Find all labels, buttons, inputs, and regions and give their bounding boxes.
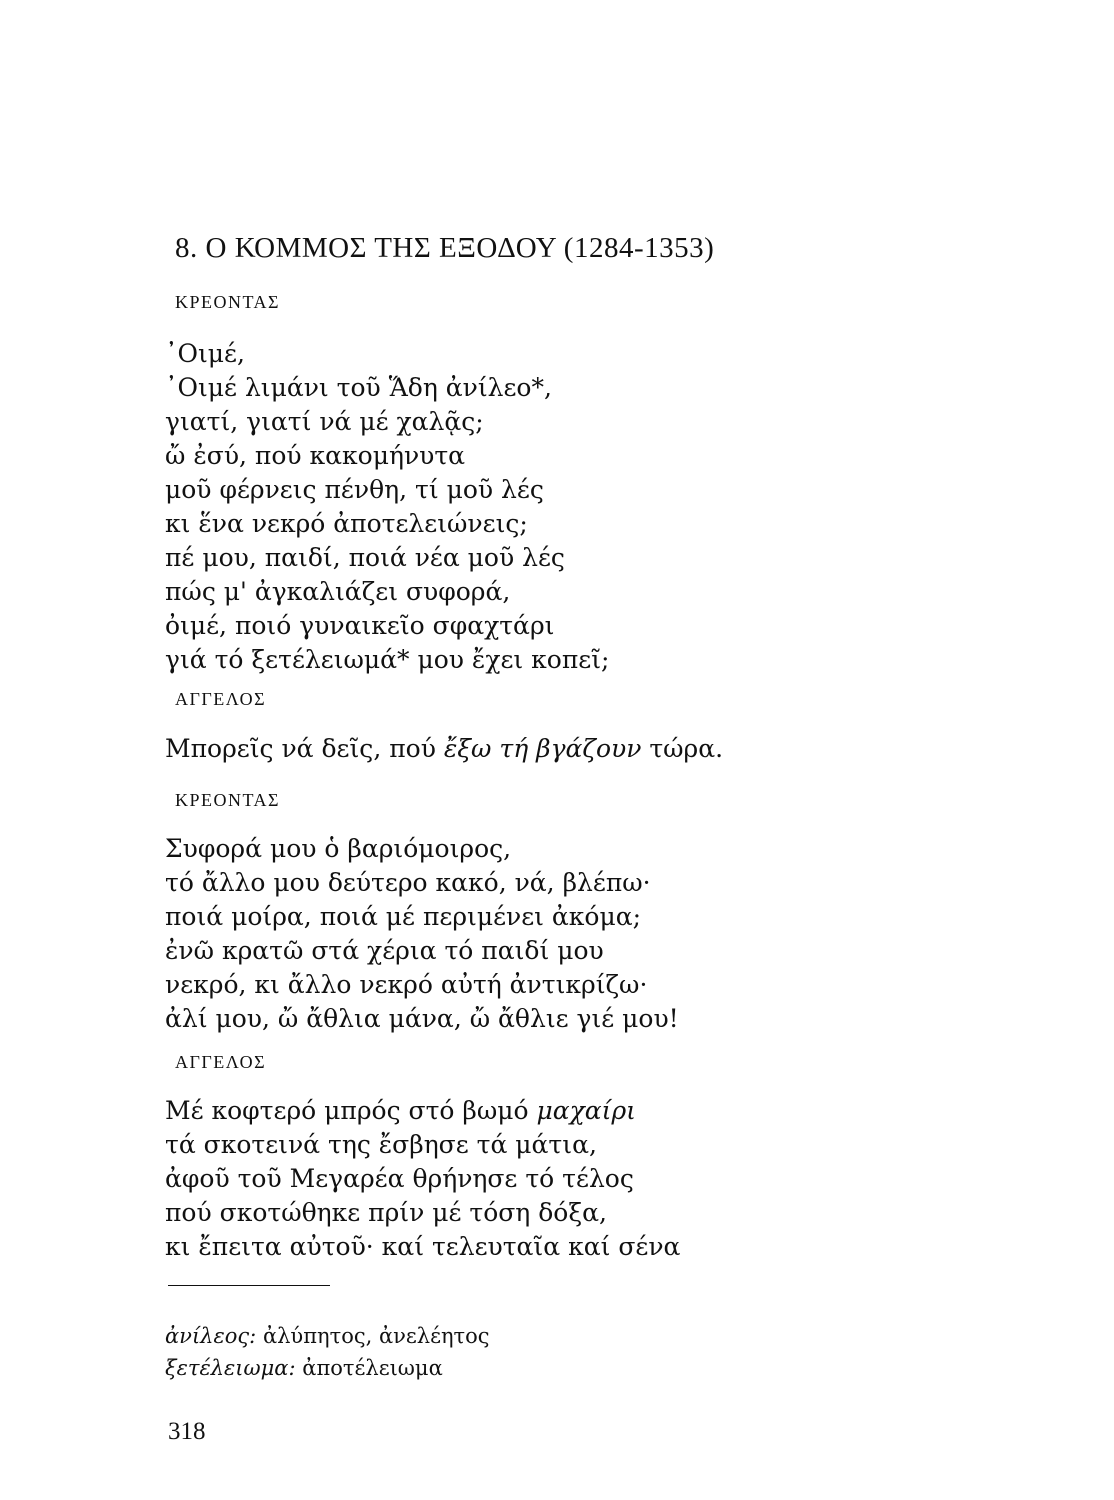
verse-block	[165, 832, 679, 1036]
verse-block	[165, 337, 609, 677]
verse-line: νεκρό, κι ἄλλο νεκρό αὐτή ἀντικρίζω·	[165, 970, 648, 999]
speaker-label: ΚΡΕΟΝΤΑΣ	[175, 292, 281, 312]
footnote-definition: ἀποτέλειωμα	[302, 1356, 443, 1380]
verse-line: ἀλί μου, ὤ ἄθλια μάνα, ὤ ἄθλιε γιέ μου!	[165, 1004, 679, 1033]
verse-line: πού σκοτώθηκε πρίν μέ τόση δόξα,	[165, 1198, 607, 1227]
verse-italic-text: ἔξω τή βγάζουν	[443, 734, 642, 763]
verse-text: Μπορεῖς νά δεῖς, πού	[165, 734, 436, 763]
verse-line: ᾿Οιμέ λιμάνι τοῦ Ἅδη ἀνίλεο*,	[165, 373, 552, 402]
verse-text: τώρα.	[649, 734, 724, 763]
verse-line: ἐνῶ κρατῶ στά χέρια τό παιδί μου	[165, 936, 604, 965]
verse-text: Μέ κοφτερό μπρός στό βωμό	[165, 1096, 529, 1125]
speaker-label: ΑΓΓΕΛΟΣ	[175, 1052, 267, 1072]
verse-line: κι ἔπειτα αὐτοῦ· καί τελευταῖα καί σένα	[165, 1232, 681, 1261]
verse-line: κι ἕνα νεκρό ἀποτελειώνεις;	[165, 509, 528, 538]
section-title: 8. Ο ΚΟΜΜΟΣ ΤΗΣ ΕΞΟΔΟΥ (1284-1353)	[175, 232, 715, 264]
footnote	[165, 1352, 490, 1384]
footnote-divider	[168, 1285, 330, 1286]
verse-line: ὤ ἐσύ, πού κακομήνυτα	[165, 441, 466, 470]
verse-line: ᾿Οιμέ,	[165, 339, 245, 368]
verse-line: τό ἄλλο μου δεύτερο κακό, νά, βλέπω·	[165, 868, 651, 897]
verse-block	[165, 1094, 680, 1264]
verse-line: γιά τό ξετέλειωμά* μου ἔχει κοπεῖ;	[165, 645, 610, 674]
verse-line	[165, 1094, 680, 1128]
speaker-label: ΚΡΕΟΝΤΑΣ	[175, 790, 281, 810]
footnote-term: ξετέλειωμα:	[165, 1356, 296, 1380]
verse-line: ὀιμέ, ποιό γυναικεῖο σφαχτάρι	[165, 611, 555, 640]
footnote	[165, 1320, 490, 1352]
footnotes	[165, 1320, 490, 1384]
verse-line: ποιά μοίρα, ποιά μέ περιμένει ἀκόμα;	[165, 902, 642, 931]
verse-line: μοῦ φέρνεις πένθη, τί μοῦ λές	[165, 475, 544, 504]
verse-block	[165, 732, 723, 766]
footnote-term: ἀνίλεος:	[165, 1324, 257, 1348]
verse-line: τά σκοτεινά της ἔσβησε τά μάτια,	[165, 1130, 597, 1159]
footnote-definition: ἀλύπητος, ἀνελέητος	[262, 1324, 490, 1348]
verse-line: γιατί, γιατί νά μέ χαλᾷς;	[165, 407, 484, 436]
page-number: 318	[168, 1418, 206, 1445]
verse-italic-text: μαχαίρι	[536, 1096, 636, 1125]
verse-line: ἀφοῦ τοῦ Μεγαρέα θρήνησε τό τέλος	[165, 1164, 634, 1193]
verse-line	[165, 732, 723, 766]
verse-line: πέ μου, παιδί, ποιά νέα μοῦ λές	[165, 543, 565, 572]
verse-line: Συφορά μου ὁ βαριόμοιρος,	[165, 834, 512, 863]
speaker-label: ΑΓΓΕΛΟΣ	[175, 689, 267, 709]
verse-line: πώς μ' ἀγκαλιάζει συφορά,	[165, 577, 511, 606]
